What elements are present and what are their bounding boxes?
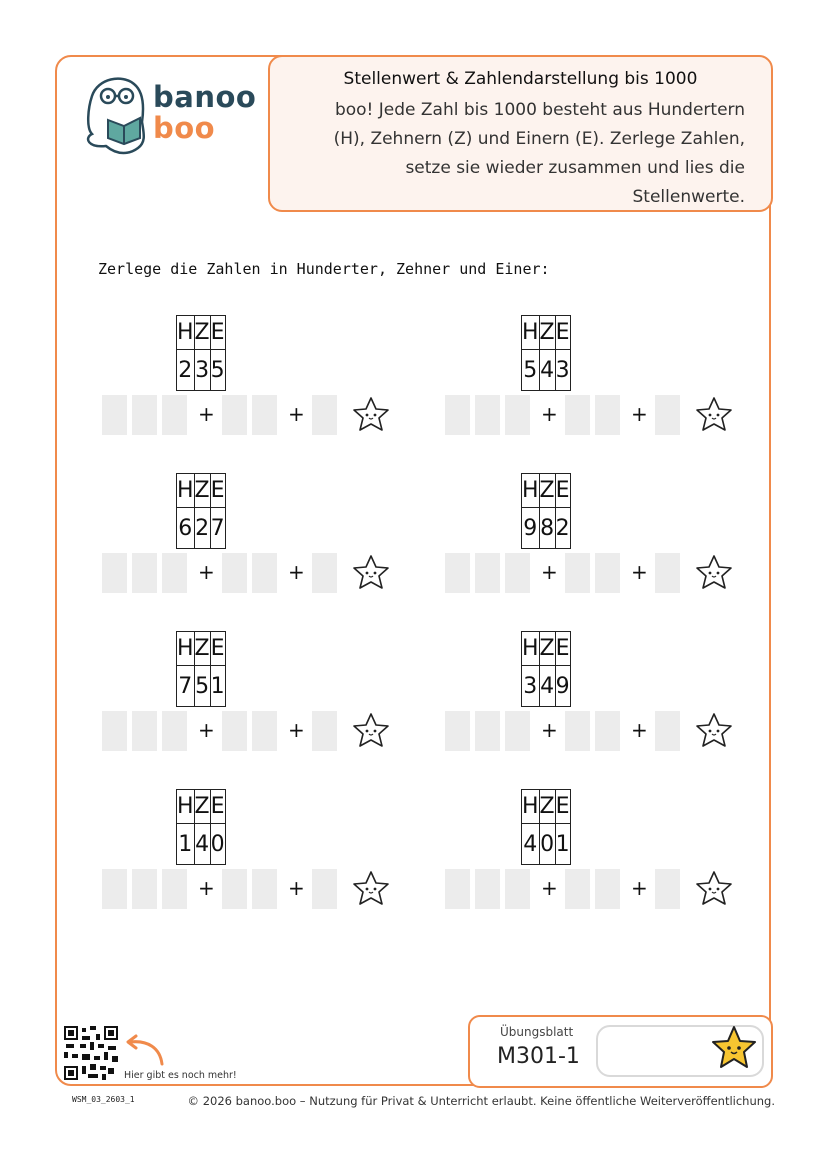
ones-slot[interactable] <box>655 869 680 909</box>
plus-sign: + <box>541 876 558 900</box>
hundreds-slot[interactable] <box>445 869 470 909</box>
tens-slot[interactable] <box>595 711 620 751</box>
digit-cell: 7 <box>177 666 195 707</box>
qr-code-icon <box>64 1026 118 1080</box>
qr-caption: Hier gibt es noch mehr! <box>124 1070 237 1081</box>
place-header: Z <box>194 632 210 666</box>
plus-sign: + <box>631 718 648 742</box>
hundreds-slot[interactable] <box>162 553 187 593</box>
star-rating-icon <box>708 1023 760 1075</box>
tens-slot[interactable] <box>252 869 277 909</box>
digit-cell: 5 <box>194 666 210 707</box>
place-header: Z <box>539 632 555 666</box>
place-header: E <box>555 316 570 350</box>
digit-cell: 9 <box>555 666 570 707</box>
hundreds-slot[interactable] <box>505 553 530 593</box>
sheet-info-box <box>468 1015 773 1088</box>
hundreds-slot[interactable] <box>445 395 470 435</box>
ones-slot[interactable] <box>312 553 337 593</box>
ones-slot[interactable] <box>312 711 337 751</box>
hundreds-slot[interactable] <box>445 553 470 593</box>
digit-cell: 1 <box>177 824 195 865</box>
hundreds-slot[interactable] <box>475 869 500 909</box>
place-header: Z <box>194 790 210 824</box>
copyright-text: © 2026 banoo.boo – Nutzung für Privat & Unterricht erlaubt. Keine öffentliche Weiterveröffentlichung. <box>187 1094 775 1108</box>
place-header: H <box>177 474 195 508</box>
hundreds-slot[interactable] <box>132 711 157 751</box>
place-header: Z <box>539 474 555 508</box>
place-header: Z <box>194 474 210 508</box>
digit-cell: 3 <box>555 350 570 391</box>
digit-cell: 9 <box>522 508 540 549</box>
plus-sign: + <box>541 560 558 584</box>
tens-slot[interactable] <box>595 395 620 435</box>
plus-sign: + <box>288 560 305 584</box>
place-header: H <box>177 790 195 824</box>
star-check-icon[interactable] <box>351 395 391 435</box>
plus-sign: + <box>288 718 305 742</box>
sheet-code: M301-1 <box>497 1044 580 1069</box>
ones-slot[interactable] <box>312 395 337 435</box>
digit-cell: 2 <box>177 350 195 391</box>
instruction-text: Zerlege die Zahlen in Hunderter, Zehner und Einer: <box>98 260 550 278</box>
plus-sign: + <box>631 402 648 426</box>
digit-cell: 2 <box>555 508 570 549</box>
tens-slot[interactable] <box>565 869 590 909</box>
place-header: E <box>210 790 225 824</box>
ones-slot[interactable] <box>655 711 680 751</box>
digit-cell: 7 <box>210 508 225 549</box>
hundreds-slot[interactable] <box>132 553 157 593</box>
place-header: H <box>522 632 540 666</box>
digit-cell: 6 <box>177 508 195 549</box>
hundreds-slot[interactable] <box>505 395 530 435</box>
plus-sign: + <box>541 718 558 742</box>
plus-sign: + <box>198 876 215 900</box>
brand-name <box>153 80 257 145</box>
star-check-icon[interactable] <box>351 553 391 593</box>
place-header: E <box>555 474 570 508</box>
ones-slot[interactable] <box>312 869 337 909</box>
digit-cell: 4 <box>522 824 540 865</box>
place-value-table <box>521 789 571 865</box>
place-header: E <box>210 474 225 508</box>
place-header: E <box>555 790 570 824</box>
hundreds-slot[interactable] <box>505 869 530 909</box>
digit-cell: 1 <box>555 824 570 865</box>
intro-box <box>268 55 773 212</box>
digit-cell: 8 <box>539 508 555 549</box>
hundreds-slot[interactable] <box>102 711 127 751</box>
hundreds-slot[interactable] <box>132 395 157 435</box>
digit-cell: 1 <box>210 666 225 707</box>
tens-slot[interactable] <box>222 395 247 435</box>
digit-cell: 4 <box>194 824 210 865</box>
tens-slot[interactable] <box>565 395 590 435</box>
plus-sign: + <box>198 402 215 426</box>
hundreds-slot[interactable] <box>162 395 187 435</box>
intro-title: Stellenwert & Zahlendarstellung bis 1000 <box>343 69 698 89</box>
hundreds-slot[interactable] <box>475 711 500 751</box>
plus-sign: + <box>288 876 305 900</box>
digit-cell: 3 <box>194 350 210 391</box>
hundreds-slot[interactable] <box>162 869 187 909</box>
place-value-table <box>521 315 571 391</box>
place-header: H <box>177 632 195 666</box>
digit-cell: 4 <box>539 666 555 707</box>
star-check-icon[interactable] <box>694 711 734 751</box>
place-header: H <box>177 316 195 350</box>
digit-cell: 0 <box>539 824 555 865</box>
plus-sign: + <box>631 560 648 584</box>
place-header: Z <box>539 316 555 350</box>
plus-sign: + <box>541 402 558 426</box>
hundreds-slot[interactable] <box>102 395 127 435</box>
star-check-icon[interactable] <box>351 869 391 909</box>
hundreds-slot[interactable] <box>132 869 157 909</box>
hundreds-slot[interactable] <box>505 711 530 751</box>
ones-slot[interactable] <box>655 553 680 593</box>
plus-sign: + <box>198 560 215 584</box>
digit-cell: 5 <box>210 350 225 391</box>
plus-sign: + <box>631 876 648 900</box>
hundreds-slot[interactable] <box>475 395 500 435</box>
tens-slot[interactable] <box>252 553 277 593</box>
tens-slot[interactable] <box>595 869 620 909</box>
brand-line1: banoo <box>153 80 257 114</box>
place-header: Z <box>539 790 555 824</box>
place-header: H <box>522 790 540 824</box>
plus-sign: + <box>198 718 215 742</box>
place-value-table <box>521 473 571 549</box>
hundreds-slot[interactable] <box>102 553 127 593</box>
tens-slot[interactable] <box>565 553 590 593</box>
place-value-table <box>176 631 226 707</box>
digit-cell: 3 <box>522 666 540 707</box>
tens-slot[interactable] <box>252 395 277 435</box>
curved-arrow-icon <box>122 1034 168 1068</box>
star-check-icon[interactable] <box>694 395 734 435</box>
star-check-icon[interactable] <box>694 869 734 909</box>
star-check-icon[interactable] <box>694 553 734 593</box>
tens-slot[interactable] <box>222 869 247 909</box>
score-box <box>596 1025 764 1077</box>
hundreds-slot[interactable] <box>445 711 470 751</box>
tens-slot[interactable] <box>222 711 247 751</box>
place-value-table <box>521 631 571 707</box>
place-header: H <box>522 316 540 350</box>
tens-slot[interactable] <box>565 711 590 751</box>
worksheet-id: WSM_03_2603_1 <box>72 1095 135 1104</box>
place-value-table <box>176 473 226 549</box>
hundreds-slot[interactable] <box>162 711 187 751</box>
sheet-label: Übungsblatt <box>500 1025 574 1039</box>
place-header: Z <box>194 316 210 350</box>
place-header: E <box>555 632 570 666</box>
tens-slot[interactable] <box>595 553 620 593</box>
hundreds-slot[interactable] <box>102 869 127 909</box>
place-header: H <box>522 474 540 508</box>
place-header: E <box>210 632 225 666</box>
plus-sign: + <box>288 402 305 426</box>
place-value-table <box>176 789 226 865</box>
brand-line2: boo <box>153 111 216 145</box>
hundreds-slot[interactable] <box>475 553 500 593</box>
place-value-table <box>176 315 226 391</box>
ones-slot[interactable] <box>655 395 680 435</box>
digit-cell: 4 <box>539 350 555 391</box>
digit-cell: 0 <box>210 824 225 865</box>
digit-cell: 5 <box>522 350 540 391</box>
digit-cell: 2 <box>194 508 210 549</box>
tens-slot[interactable] <box>222 553 247 593</box>
intro-body: boo! Jede Zahl bis 1000 besteht aus Hundertern (H), Zehnern (Z) und Einern (E). Zerlege Zahlen, setze sie wieder zusammen und lies die Stellenwerte. <box>333 100 745 207</box>
place-header: E <box>210 316 225 350</box>
tens-slot[interactable] <box>252 711 277 751</box>
star-check-icon[interactable] <box>351 711 391 751</box>
